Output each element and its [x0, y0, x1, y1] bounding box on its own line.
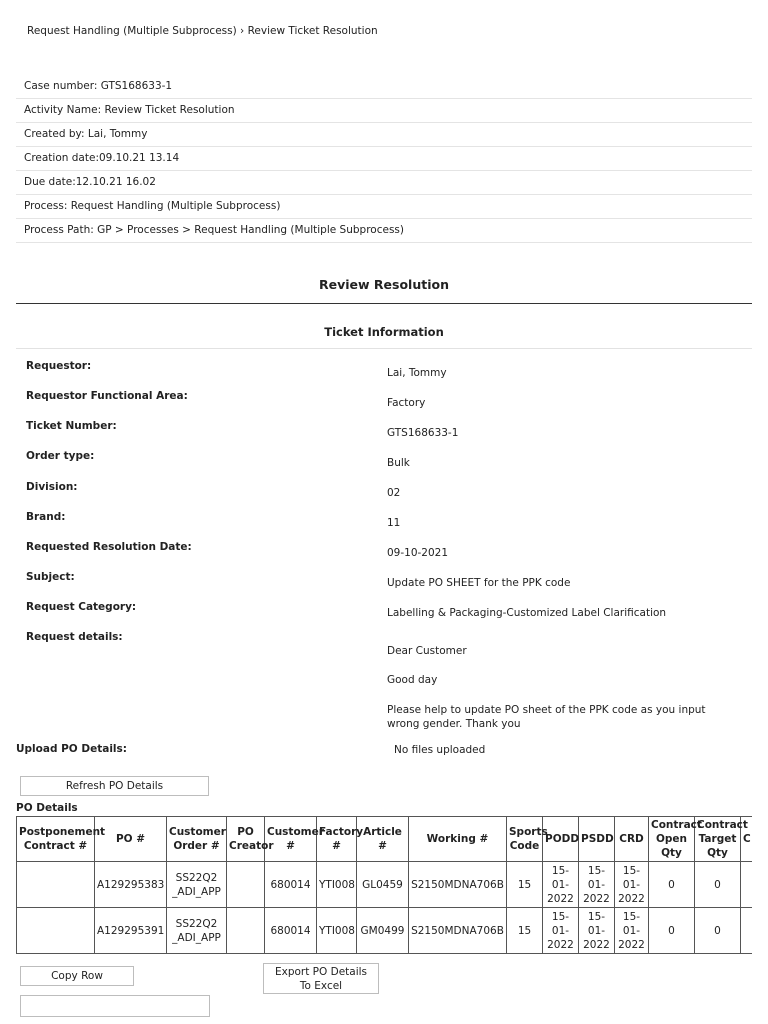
- table-cell: [741, 862, 753, 908]
- table-cell: 15-01-2022: [543, 908, 579, 954]
- request-category-value: Labelling & Packaging-Customized Label Clarification: [387, 607, 667, 619]
- case-number: Case number: GTS168633-1: [16, 75, 752, 99]
- po-details-table: [16, 816, 752, 954]
- resolution-date-value: 09-10-2021: [387, 547, 449, 559]
- col-header: Postponement Contract #: [17, 817, 95, 862]
- col-header: Article #: [357, 817, 409, 862]
- table-cell: YTI008: [317, 862, 357, 908]
- table-cell: 680014: [265, 908, 317, 954]
- table-cell: 0: [695, 908, 741, 954]
- request-details-line: Please help to update PO sheet of the PPK code as you input wrong gender. Thank you: [387, 704, 706, 730]
- col-header: Contract Target Qty: [695, 817, 741, 862]
- created-by: Created by: Lai, Tommy: [16, 123, 752, 147]
- table-cell: 15: [507, 862, 543, 908]
- next-action-button[interactable]: [20, 995, 210, 1017]
- export-po-excel-button[interactable]: Export PO Details To Excel: [263, 963, 379, 994]
- functional-area-value: Factory: [387, 397, 426, 409]
- col-header: C: [741, 817, 753, 862]
- table-cell: A129295391: [95, 908, 167, 954]
- order-type-value: Bulk: [387, 457, 410, 469]
- request-category-label: Request Category:: [26, 601, 137, 613]
- table-cell: 0: [649, 908, 695, 954]
- breadcrumb: Request Handling (Multiple Subprocess) › Review Ticket Resolution: [27, 25, 378, 37]
- due-date: Due date:12.10.21 16.02: [16, 171, 752, 195]
- table-cell: A129295383: [95, 862, 167, 908]
- ticket-number-label: Ticket Number:: [26, 420, 117, 432]
- division-label: Division:: [26, 481, 78, 493]
- table-cell: 0: [695, 862, 741, 908]
- order-type-label: Order type:: [26, 450, 95, 462]
- table-cell: GM0499: [357, 908, 409, 954]
- request-details-line: Dear Customer: [387, 645, 467, 657]
- col-header: Sports Code: [507, 817, 543, 862]
- table-cell: S2150MDNA706B: [409, 908, 507, 954]
- activity-name: Activity Name: Review Ticket Resolution: [16, 99, 752, 123]
- table-cell: S2150MDNA706B: [409, 862, 507, 908]
- table-cell: [227, 862, 265, 908]
- table-cell: 15-01-2022: [615, 908, 649, 954]
- ticket-info-title: Ticket Information: [324, 325, 444, 339]
- col-header: PO #: [95, 817, 167, 862]
- col-header: Factory #: [317, 817, 357, 862]
- po-details-label: PO Details: [16, 802, 78, 814]
- section-divider: [16, 303, 752, 304]
- requestor-value: Lai, Tommy: [387, 367, 447, 379]
- table-cell: 15-01-2022: [543, 862, 579, 908]
- table-cell: [741, 908, 753, 954]
- table-header-row: [17, 817, 753, 862]
- brand-label: Brand:: [26, 511, 66, 523]
- upload-po-status: No files uploaded: [394, 744, 486, 756]
- po-details-table-container[interactable]: [16, 816, 752, 958]
- col-header: Customer Order #: [167, 817, 227, 862]
- table-cell: 15-01-2022: [579, 908, 615, 954]
- section-title: Review Resolution: [319, 277, 449, 292]
- table-cell: GL0459: [357, 862, 409, 908]
- table-cell: YTI008: [317, 908, 357, 954]
- subject-value: Update PO SHEET for the PPK code: [387, 577, 571, 589]
- table-cell: 15-01-2022: [579, 862, 615, 908]
- table-row[interactable]: [17, 908, 753, 954]
- request-details-label: Request details:: [26, 631, 123, 643]
- ticket-info-divider: [16, 348, 752, 349]
- brand-value: 11: [387, 517, 401, 529]
- process-path: Process Path: GP > Processes > Request Handling (Multiple Subprocess): [16, 219, 752, 243]
- division-value: 02: [387, 487, 401, 499]
- request-details-line: Good day: [387, 674, 438, 686]
- col-header: CRD: [615, 817, 649, 862]
- ticket-number-value: GTS168633-1: [387, 427, 459, 439]
- copy-row-button[interactable]: Copy Row: [20, 966, 134, 986]
- col-header: PODD: [543, 817, 579, 862]
- resolution-date-label: Requested Resolution Date:: [26, 541, 192, 553]
- table-row[interactable]: [17, 862, 753, 908]
- table-cell: [17, 862, 95, 908]
- table-cell: 0: [649, 862, 695, 908]
- requestor-label: Requestor:: [26, 360, 92, 372]
- refresh-po-details-button[interactable]: Refresh PO Details: [20, 776, 209, 796]
- table-cell: SS22Q2 _ADI_APP: [167, 862, 227, 908]
- table-cell: 15: [507, 908, 543, 954]
- col-header: PSDD: [579, 817, 615, 862]
- table-cell: [227, 908, 265, 954]
- case-info-list: [16, 75, 752, 243]
- table-cell: 680014: [265, 862, 317, 908]
- functional-area-label: Requestor Functional Area:: [26, 390, 188, 402]
- col-header: Working #: [409, 817, 507, 862]
- subject-label: Subject:: [26, 571, 75, 583]
- table-cell: 15-01-2022: [615, 862, 649, 908]
- col-header: Customer #: [265, 817, 317, 862]
- process-name: Process: Request Handling (Multiple Subprocess): [16, 195, 752, 219]
- table-cell: [17, 908, 95, 954]
- creation-date: Creation date:09.10.21 13.14: [16, 147, 752, 171]
- col-header: Contract Open Qty: [649, 817, 695, 862]
- table-cell: SS22Q2 _ADI_APP: [167, 908, 227, 954]
- upload-po-label: Upload PO Details:: [16, 743, 127, 755]
- col-header: PO Creator: [227, 817, 265, 862]
